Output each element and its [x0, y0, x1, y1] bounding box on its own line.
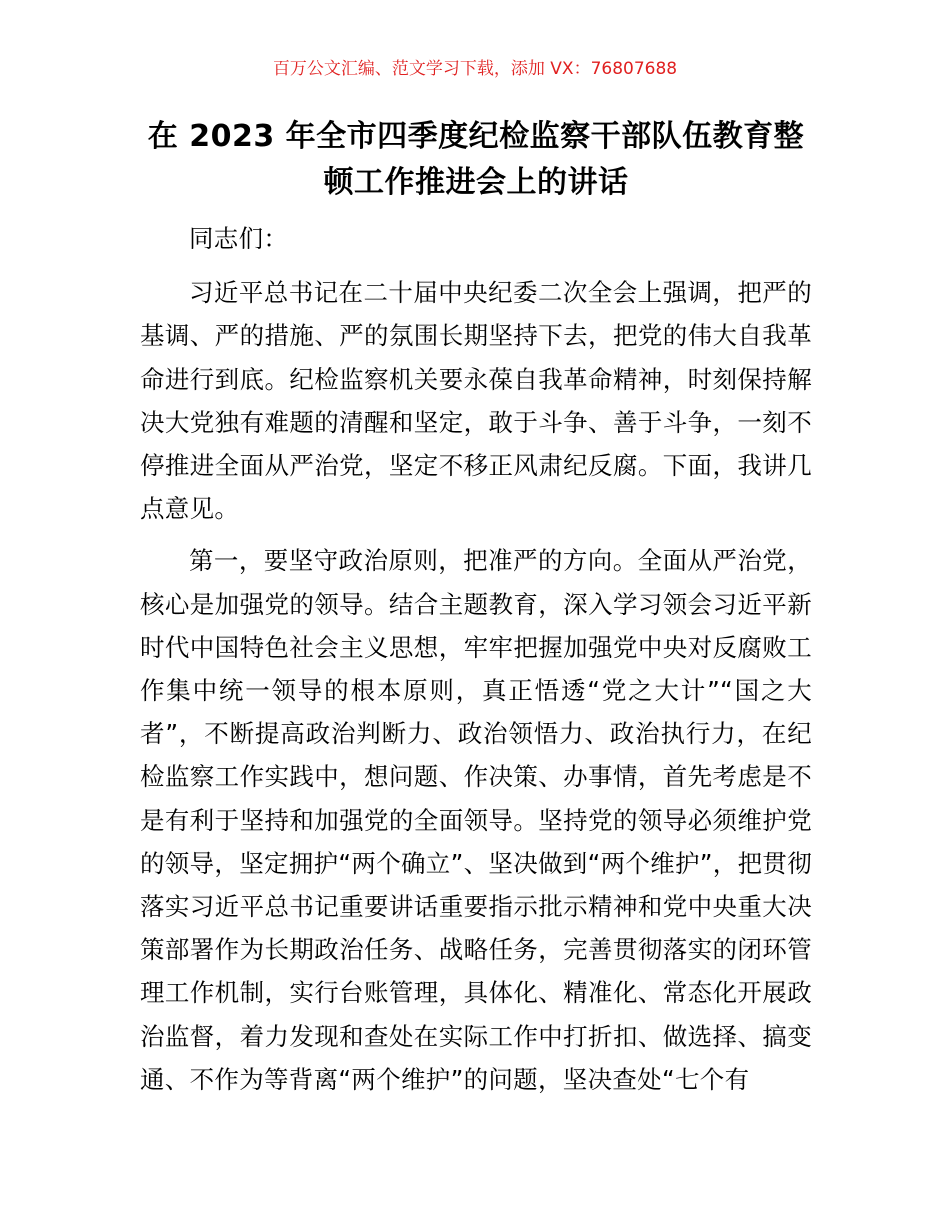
document-title: 在 2023 年全市四季度纪检监察干部队伍教育整顿工作推进会上的讲话 [147, 119, 805, 200]
greeting: 同志们： [189, 224, 289, 253]
paragraph-intro: 习近平总书记在二十届中央纪委二次全会上强调，把严的基调、严的措施、严的氛围长期坚持下去，把党的伟大自我革命进行到底。纪检监察机关要永葆自我革命精神，时刻保持解决大党独有难题的清醒和坚定，敢于斗争、善于斗争，一刻不停推进全面从严治党，坚定不移正风肃纪反腐。下面，我讲几点意见。 [140, 278, 812, 524]
watermark-header: 百万公文汇编、范文学习下载，添加 VX：76807688 [272, 59, 678, 79]
paragraph-first-point: 第一，要坚守政治原则，把准严的方向。全面从严治党，核心是加强党的领导。结合主题教育，深入学习领会习近平新时代中国特色社会主义思想，牢牢把握加强党中央对反腐败工作集中统一领导的根本原则，真正悟透“党之大计”“国之大者”，不断提高政治判断力、政治领悟力、政治执行力，在纪检监察工作实践中，想问题、作决策、办事情，首先考虑是不是有利于坚持和加强党的全面领导。坚持党的领导必须维护党的领导，坚定拥护“两个确立”、坚决做到“两个维护”，把贯彻落实习近平总书记重要讲话重要指示批示精神和党中央重大决策部署作为长期政治任务、战略任务，完善贯彻落实的闭环管理工作机制，实行台账管理，具体化、精准化、常态化开展政治监督，着力发现和查处在实际工作中打折扣、做选择、搞变通、不作为等背离“两个维护”的问题，坚决查处“七个有 [140, 546, 812, 1094]
document-body [140, 217, 812, 1110]
